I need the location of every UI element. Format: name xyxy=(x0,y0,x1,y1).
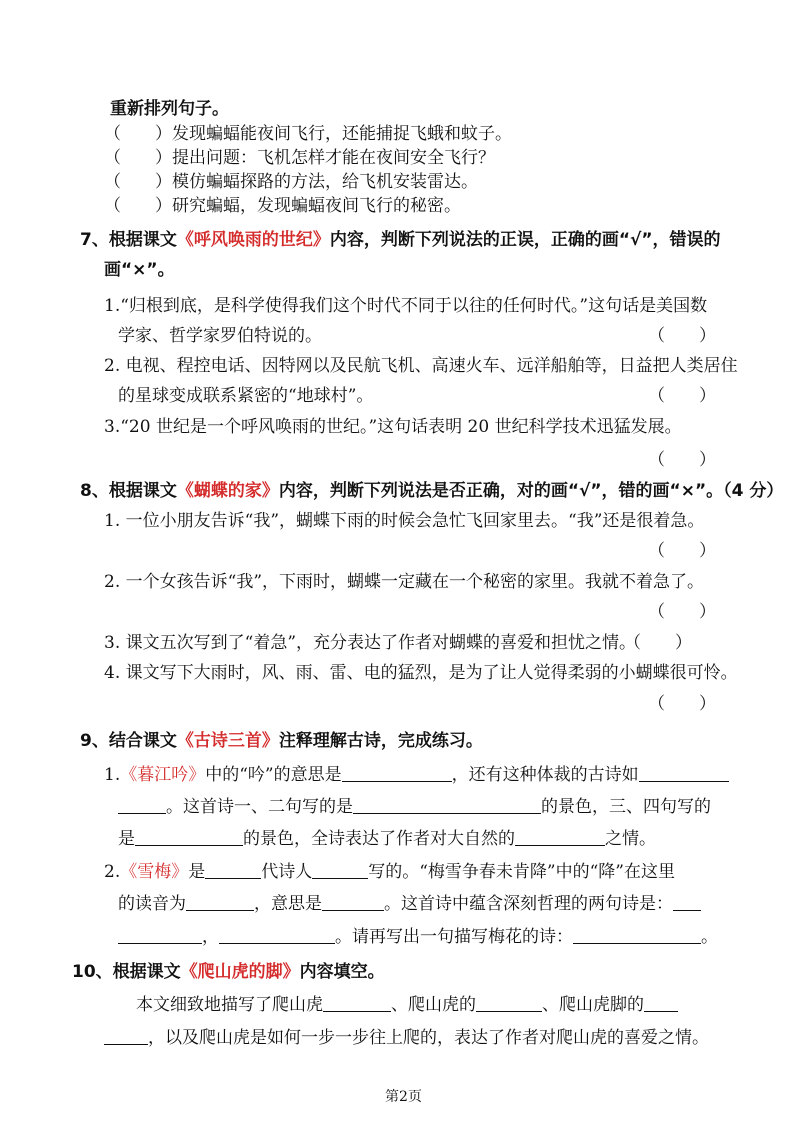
q8-item-2: 2. 一个女孩告诉“我”，下雨时，蝴蝶一定藏在一个秘密的家里。我就不着急了。 xyxy=(104,572,705,592)
q9-p1-text-e: 是 xyxy=(118,829,135,849)
q6-item-1: （ ）发现蝙蝠能夜间飞行，还能捕捉飞蛾和蚊子。 xyxy=(104,124,512,144)
q9-p1-text-b: ，还有这种体裁的古诗如 xyxy=(451,765,639,785)
q9-p2-text-i: 。 xyxy=(701,927,718,947)
q8-answer-3[interactable]: （ ） xyxy=(624,633,692,653)
q9-p2-text-d: 的读音为 xyxy=(118,894,186,914)
q9-p1-line2 xyxy=(118,795,711,819)
q9-heading xyxy=(80,729,483,753)
q8-heading xyxy=(80,479,783,503)
q9-p2-num: 2. xyxy=(104,862,121,882)
q9-p2-poem-title: 《雪梅》 xyxy=(120,862,189,882)
q6-item-2: （ ）提出问题：飞机怎样才能在夜间安全飞行？ xyxy=(104,148,495,168)
q9-p1-blank-1[interactable] xyxy=(342,763,452,782)
q8-lesson-title: 《蝴蝶的家》 xyxy=(176,481,279,501)
q10-text-a: 本文细致地描写了爬山虎 xyxy=(136,995,323,1015)
q8-item-3: 3. 课文五次写到了“着急”，充分表达了作者对蝴蝶的喜爱和担忧之情。 xyxy=(104,633,637,653)
q10-blank-1[interactable] xyxy=(323,993,391,1012)
q9-p1-text-a: 中的“吟”的意思是 xyxy=(205,765,342,785)
q9-p2-blank-6[interactable] xyxy=(118,925,202,944)
q7-item-3: 3.“20 世纪是一个呼风唤雨的世纪。”这句话表明 20 世纪科学技术迅猛发展。 xyxy=(104,417,682,437)
q7-suffix: 内容，判断下列说法的正误，正确的画“√”，错误的 xyxy=(329,230,721,250)
q10-text-d: ，以及爬山虎是如何一步一步往上爬的，表达了作者对爬山虎的喜爱之情。 xyxy=(148,1028,709,1048)
q9-p2-text-a: 是 xyxy=(188,862,206,882)
q8-suffix: 内容，判断下列说法是否正确，对的画“√”，错的画“×”。（4 分） xyxy=(278,481,784,501)
q9-p2-blank-2[interactable] xyxy=(312,860,368,879)
q9-p2-blank-8[interactable] xyxy=(573,925,701,944)
q7-answer-2[interactable]: （ ） xyxy=(648,386,716,406)
q10-line1 xyxy=(136,993,678,1017)
q10-line2 xyxy=(104,1026,709,1050)
q7-item-2a: 2. 电视、程控电话、因特网以及民航飞机、高速火车、远洋船舶等，日益把人类居住 xyxy=(104,356,738,376)
q10-suffix: 内容填空。 xyxy=(299,962,385,982)
q8-answer-1[interactable]: （ ） xyxy=(648,541,716,561)
q10-blank-3[interactable] xyxy=(644,993,678,1012)
q9-p2-text-e: ，意思是 xyxy=(254,894,322,914)
q8-answer-4[interactable]: （ ） xyxy=(648,694,716,714)
q10-blank-2[interactable] xyxy=(476,993,542,1012)
q7-lesson-title: 《呼风唤雨的世纪》 xyxy=(176,230,330,250)
q8-item-1: 1. 一位小朋友告诉“我”，蝴蝶下雨的时候会急忙飞回家里去。“我”还是很着急。 xyxy=(104,511,705,531)
q10-text-c: 、爬山虎脚的 xyxy=(542,995,644,1015)
q9-p2-blank-4[interactable] xyxy=(322,892,384,911)
q9-p2-text-b: 代诗人 xyxy=(261,862,313,882)
q9-p1-poem-title: 《暮江吟》 xyxy=(120,765,206,785)
q9-p1-text-d: 的景色，三、四句写的 xyxy=(541,797,711,817)
q9-p1-text-c: 。这首诗一、二句写的是 xyxy=(166,797,353,817)
q8-answer-2[interactable]: （ ） xyxy=(648,602,716,622)
q9-p2-line3 xyxy=(118,925,718,949)
q8-prefix: 8、根据课文 xyxy=(80,481,177,501)
q9-prefix: 9、结合课文 xyxy=(80,731,177,751)
q9-p2-blank-7[interactable] xyxy=(219,925,335,944)
q7-heading-cont: 画“×”。 xyxy=(104,260,175,280)
q10-lesson-title: 《爬山虎的脚》 xyxy=(180,962,300,982)
q9-p1-blank-6[interactable] xyxy=(515,827,605,846)
q9-p1-num: 1. xyxy=(104,765,121,785)
q7-answer-3[interactable]: （ ） xyxy=(648,450,716,470)
q7-item-1b: 学家、哲学家罗伯特说的。 xyxy=(118,326,322,346)
q6-item-3: （ ）模仿蝙蝠探路的方法，给飞机安装雷达。 xyxy=(104,172,478,192)
q10-prefix: 10、根据课文 xyxy=(72,962,181,982)
page-number: 第2页 xyxy=(385,1089,422,1105)
q9-p2-text-h: 。请再写出一句描写梅花的诗： xyxy=(335,927,573,947)
q7-item-2b: 的星球变成联系紧密的“地球村”。 xyxy=(118,386,374,406)
q6-title: 重新排列句子。 xyxy=(110,99,229,119)
q9-p1-text-f: 的景色，全诗表达了作者对大自然的 xyxy=(243,829,515,849)
q9-p1-blank-3[interactable] xyxy=(118,795,166,814)
q9-p1-text-g: 之情。 xyxy=(605,829,656,849)
q8-item-4: 4. 课文写下大雨时，风、雨、雷、电的猛烈，是为了让人觉得柔弱的小蝴蝶很可怜。 xyxy=(104,663,738,683)
q7-item-1a: 1.“归根到底，是科学使得我们这个时代不同于以往的任何时代。”这句话是美国数 xyxy=(104,296,708,316)
q9-lesson-title: 《古诗三首》 xyxy=(176,731,279,751)
q9-p2-text-c: 写的。“梅雪争春未肯降”中的“降”在这里 xyxy=(368,862,675,882)
q9-p1-line3 xyxy=(118,827,656,851)
q10-text-b: 、爬山虎的 xyxy=(391,995,476,1015)
q9-p1-blank-2[interactable] xyxy=(639,763,729,782)
q9-p2-blank-3[interactable] xyxy=(186,892,254,911)
q9-p1-blank-5[interactable] xyxy=(135,827,243,846)
q7-heading xyxy=(80,228,721,252)
q9-p2-line1 xyxy=(104,860,675,884)
q10-blank-4[interactable] xyxy=(104,1026,148,1045)
q6-item-4: （ ）研究蝙蝠，发现蝙蝠夜间飞行的秘密。 xyxy=(104,196,461,216)
q10-heading xyxy=(72,960,385,984)
q9-p2-text-g: ， xyxy=(202,927,219,947)
q9-p2-text-f: 。这首诗中蕴含深刻哲理的两句诗是： xyxy=(384,894,673,914)
q7-answer-1[interactable]: （ ） xyxy=(648,326,716,346)
q9-suffix: 注释理解古诗，完成练习。 xyxy=(278,731,483,751)
q9-p2-blank-1[interactable] xyxy=(205,860,261,879)
q9-p1-line1 xyxy=(104,763,729,787)
q9-p1-blank-4[interactable] xyxy=(353,795,541,814)
q9-p2-line2 xyxy=(118,892,701,916)
q7-prefix: 7、根据课文 xyxy=(80,230,177,250)
q9-p2-blank-5[interactable] xyxy=(673,892,701,911)
